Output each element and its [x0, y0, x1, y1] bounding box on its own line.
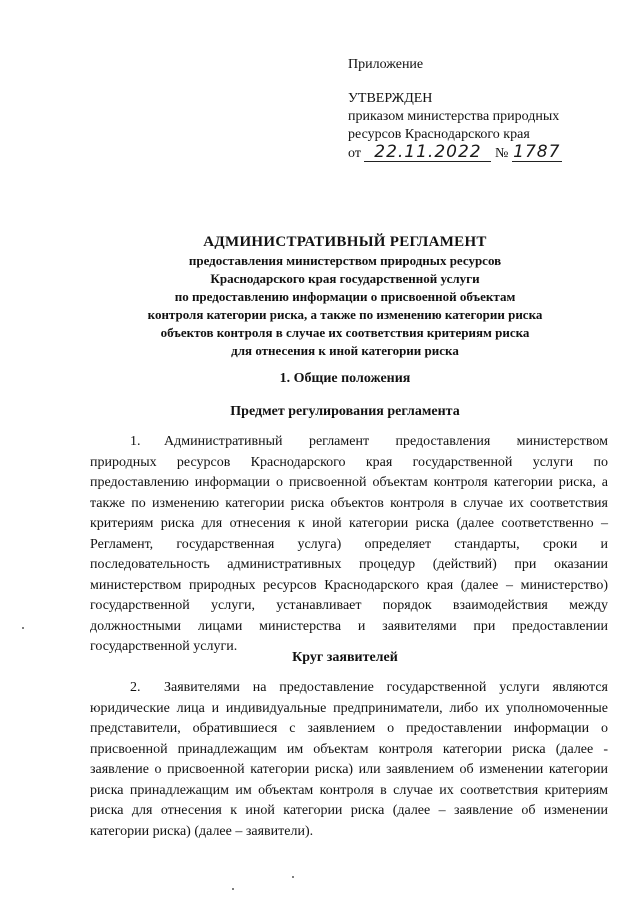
order-number-handwritten: 1787 [513, 142, 561, 162]
order-number-field [512, 142, 562, 162]
title-sub-line: предоставления министерством природных ресурсов [188, 253, 502, 268]
paragraph-text: Административный регламент предоставления министерством природных ресурсов Краснодарского края государственной услуги по предоставлению информации о присвоенной объектам контроля категории риска, а также по изменению категории риска объектов контроля в случае их соответствия критериям риска для отнесения к иной категории риска (далее соответственно – Регламент, государственная услуга) определяет стандарты, сроки и последовательность административных процедур (действий) при оказании министерством природных ресурсов Краснодарского края (далее – министерство) государственной услуги, устанавливает порядок взаимодействия между должностными лицами министерства и заявителями при предоставлении государственной услуги. [90, 434, 608, 654]
title-main: АДМИНИСТРАТИВНЫЙ РЕГЛАМЕНТ [203, 234, 487, 250]
appendix-label: Приложение [348, 57, 424, 72]
paragraph-text: Заявителями на предоставление государственной услуги являются юридические лица и индивидуальные предприниматели, либо их уполномоченные представители, обратившиеся с заявлением о предоставлении информации о присвоенной принадлежащим им объектам контроля категории риска (далее - заявление о присвоенной категории риска) или заявлением об изменении категории риска принадлежащим им объектам контроля в случае их соответствия критериям риска для отнесения к иной категории риска (далее – заявление об изменении категории риска) (далее – заявители). [90, 680, 608, 839]
title-sub-line: для отнесения к иной категории риска [231, 343, 459, 358]
approval-block [348, 56, 618, 163]
document-title [60, 232, 630, 360]
number-prefix: № [494, 146, 509, 161]
title-sub-line: Краснодарского края государственной услуги [210, 271, 480, 286]
section-heading-general: 1. Общие положения [279, 371, 411, 386]
order-date-handwritten: 22.11.2022 [374, 142, 482, 162]
title-sub-line: объектов контроля в случае их соответствия критериям риска [160, 325, 530, 340]
order-date-field [364, 142, 491, 162]
paragraph-1 [90, 432, 608, 658]
title-sub-line: контроля категории риска, а также по изменению категории риска [147, 307, 543, 322]
scan-speck [292, 876, 294, 878]
approved-label: УТВЕРЖДЕН [348, 91, 433, 106]
approval-line-1: приказом министерства природных [348, 109, 560, 124]
date-prefix: от [348, 146, 361, 161]
section-heading-applicants: Круг заявителей [292, 650, 398, 665]
order-date-row [348, 142, 618, 163]
paragraph-number: 2. [130, 680, 141, 695]
title-sub-line: по предоставлению информации о присвоенной объектам [174, 289, 516, 304]
scan-speck [22, 627, 24, 629]
section-heading-subject: Предмет регулирования регламента [230, 404, 460, 419]
approval-line-2: ресурсов Краснодарского края [348, 127, 530, 142]
paragraph-number: 1. [130, 434, 141, 449]
paragraph-2 [90, 678, 608, 842]
scan-speck [232, 888, 234, 890]
